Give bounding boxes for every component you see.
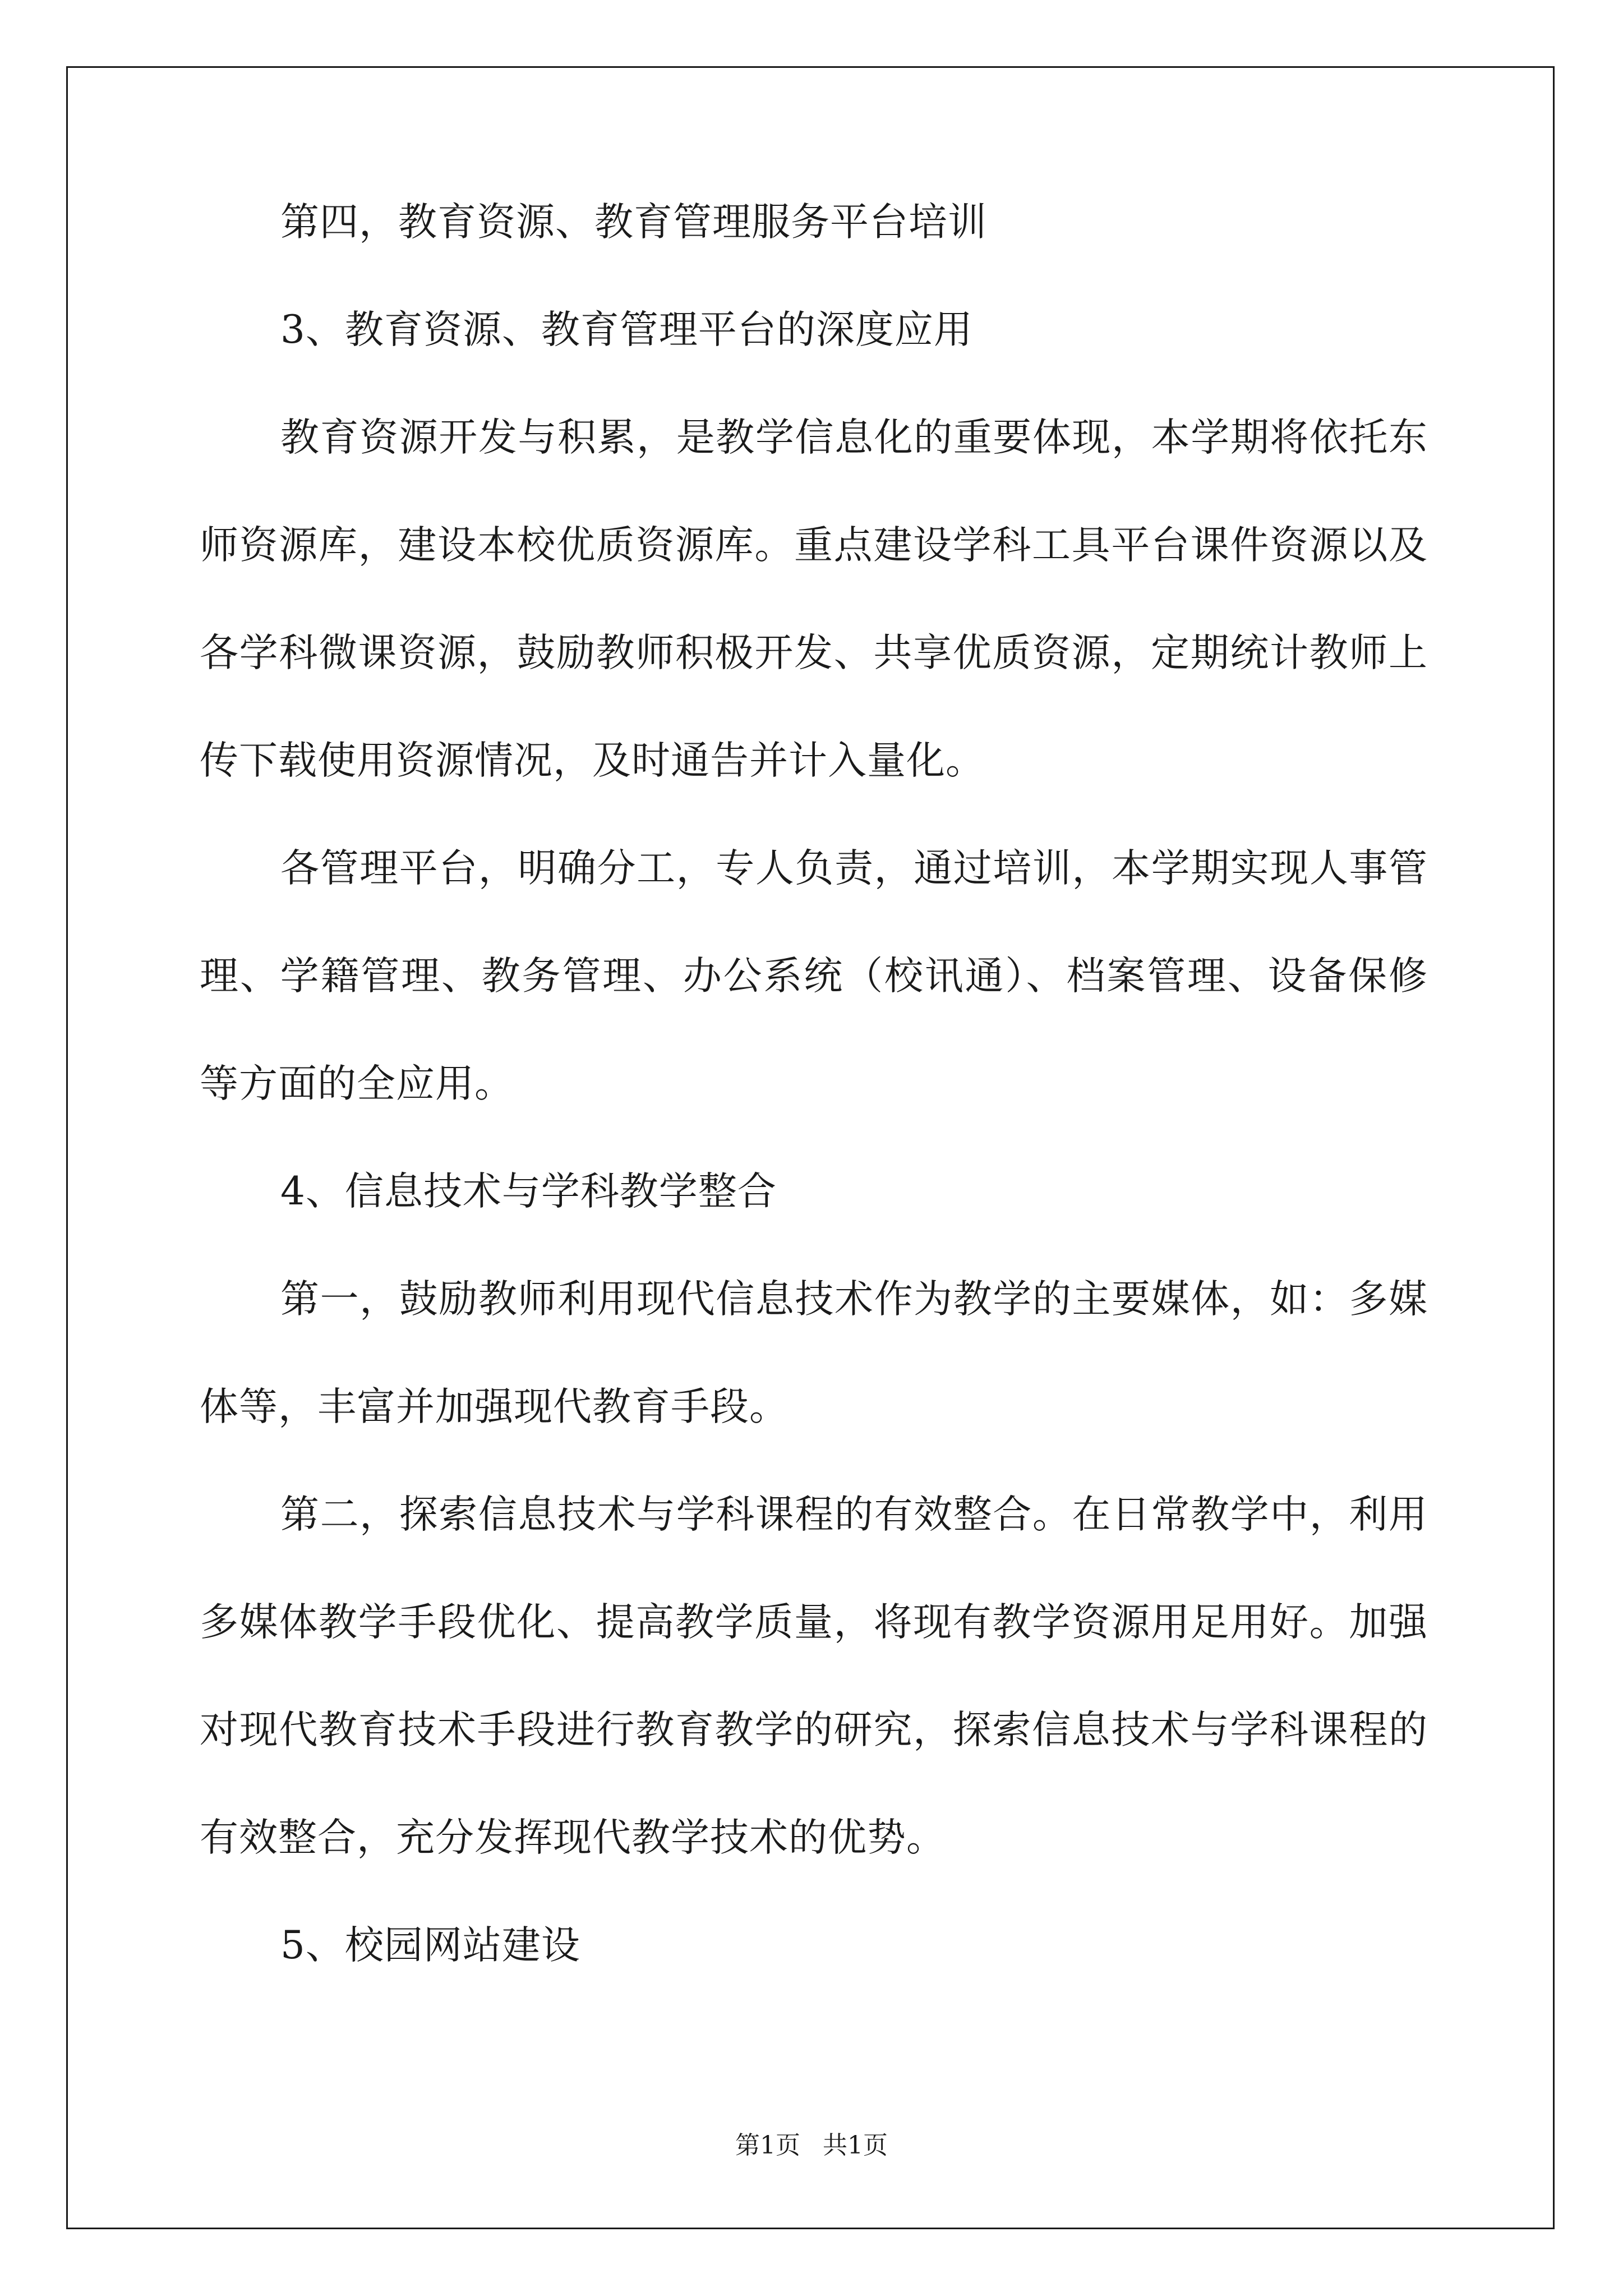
paragraph-section-4: 4、信息技术与学科教学整合 [280, 1169, 777, 1214]
paragraph-section-3: 3、教育资源、教育管理平台的深度应用 [280, 307, 973, 352]
paragraph-section-5: 5、校园网站建设 [280, 1923, 580, 1968]
page-number-current: 第1页 [735, 2131, 800, 2160]
paragraph-management-platforms: 各管理平台，明确分工，专人负责，通过培训，本学期实现人事管理、学籍管理、教务管理、办公系统（校讯通）、档案管理、设备保修等方面的全应用。 [200, 846, 1428, 1106]
paragraph-heading-4: 第四，教育资源、教育管理服务平台培训 [280, 200, 987, 245]
document-body [200, 168, 1428, 1999]
paragraph-first-point: 第一，鼓励教师利用现代信息技术作为教学的主要媒体，如：多媒体等，丰富并加强现代教育手段。 [200, 1277, 1428, 1429]
paragraph-second-point: 第二，探索信息技术与学科课程的有效整合。在日常教学中，利用多媒体教学手段优化、提高教学质量，将现有教学资源用足用好。加强对现代教育技术手段进行教育教学的研究，探索信息技术与学科课程的有效整合，充分发挥现代教学技术的优势。 [200, 1492, 1428, 1860]
page-footer [0, 2129, 1623, 2162]
page-number-total: 共1页 [823, 2131, 888, 2160]
paragraph-resource-dev: 教育资源开发与积累，是教学信息化的重要体现，本学期将依托东师资源库，建设本校优质资源库。重点建设学科工具平台课件资源以及各学科微课资源，鼓励教师积极开发、共享优质资源，定期统计教师上传下载使用资源情况，及时通告并计入量化。 [200, 415, 1428, 783]
